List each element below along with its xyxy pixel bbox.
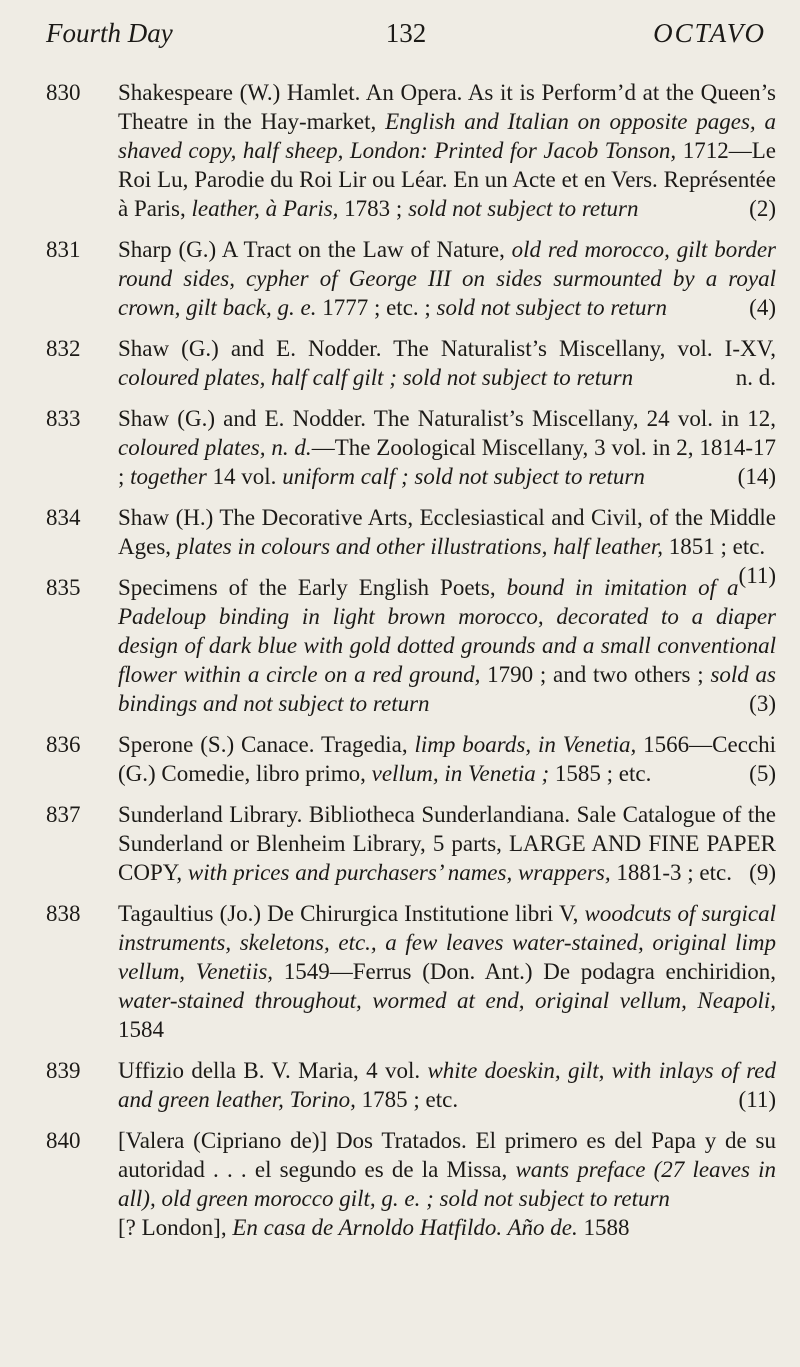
lot-count: (9) (749, 860, 776, 885)
page-number: 132 (385, 18, 427, 48)
lot-description (118, 800, 776, 887)
description-text: [Valera (Cipriano de)] Dos Tratados. El primero es del Papa y de su autoridad . . . el segundo es de la Missa, (118, 1128, 776, 1182)
description-text: 1585 ; etc. (549, 761, 652, 786)
lot-count: (11) (738, 563, 776, 588)
description-text: Shaw (H.) The Decorative Arts, Ecclesiastical and Civil, of the Middle Ages, (118, 505, 776, 559)
lot-entry (0, 78, 800, 223)
lot-count: (11) (738, 1087, 776, 1112)
description-text: bound in imitation of a Padeloup binding in light brown morocco, decorated to a diaper design of dark blue with gold dotted grounds and a small conventional flower within a circle on a red ground, (118, 575, 776, 687)
lot-entry (0, 573, 800, 718)
lot-count: (14) (737, 464, 776, 489)
description-text: 1790 ; and two others ; (480, 662, 711, 687)
lot-entry (0, 334, 800, 392)
lot-count: n. d. (735, 365, 776, 390)
lot-number: 834 (46, 505, 81, 530)
lot-count: (4) (749, 295, 776, 320)
lot-count: (5) (749, 761, 776, 786)
description-text: wants preface (27 leaves in all), old green morocco gilt, g. e. ; sold not subject to return (118, 1157, 777, 1211)
lot-description (118, 1056, 776, 1114)
header-format: OCTAVO (653, 18, 766, 48)
description-text: LARGE AND FINE PAPER COPY, (118, 831, 776, 885)
lot-description (118, 573, 776, 718)
lot-description (118, 404, 776, 491)
description-text: 14 vol. (206, 464, 283, 489)
description-text: Shakespeare (W.) Hamlet. An Opera. As it is Perform’d at the Queen’s Theatre in the Hay-market, (118, 80, 776, 134)
description-text: old red morocco, gilt border round sides, cypher of George III on sides surmounted by a royal crown, gilt back, g. e. (118, 237, 777, 320)
lot-number: 837 (46, 802, 81, 827)
description-text: coloured plates, n. d. (118, 435, 312, 460)
description-text: with prices and purchasers’ names, wrappers, (187, 860, 611, 885)
lot-number: 838 (46, 901, 81, 926)
description-text: En casa de Arnoldo Hatfildo. Año de. (232, 1215, 578, 1240)
lot-description (118, 1126, 776, 1242)
lot-number: 832 (46, 336, 81, 361)
lot-entry (0, 404, 800, 491)
description-text: sold as bindings and not subject to return (118, 662, 776, 716)
lot-entry (0, 1126, 800, 1242)
description-text: Specimens of the Early English Poets, (118, 575, 507, 600)
lot-number: 836 (46, 732, 81, 757)
lot-description (118, 78, 776, 223)
lot-entry (0, 1056, 800, 1114)
description-text: Shaw (G.) and E. Nodder. The Naturalist’s Miscellany, 24 vol. in 12, (118, 406, 776, 431)
description-text: Tagaultius (Jo.) De Chirurgica Institutione libri V, (118, 901, 585, 926)
lot-description (118, 730, 776, 788)
description-text: Shaw (G.) and E. Nodder. The Naturalist’s Miscellany, vol. I-XV, (118, 336, 776, 361)
lot-count: (2) (749, 196, 776, 221)
description-text: coloured plates, half calf gilt ; sold not subject to return (118, 365, 634, 390)
lot-entry (0, 800, 800, 887)
description-text: 1785 ; etc. (355, 1087, 459, 1112)
description-text: leather, à Paris, (191, 196, 339, 221)
lot-number: 833 (46, 406, 81, 431)
lot-number: 835 (46, 575, 81, 600)
description-text: sold not subject to return (436, 295, 667, 320)
description-text: plates in colours and other illustrations, half leather, (176, 534, 663, 559)
lot-number: 831 (46, 237, 81, 262)
description-text: Sharp (G.) A Tract on the Law of Nature, (118, 237, 512, 262)
description-text: Uffizio della B. V. Maria, 4 vol. (118, 1058, 428, 1083)
description-text: 1881-3 ; etc. (610, 860, 732, 885)
description-text: 1777 ; etc. ; (316, 295, 437, 320)
description-text: 1783 ; (338, 196, 409, 221)
lot-description (118, 334, 776, 392)
lot-description (118, 235, 776, 322)
description-text: woodcuts of surgical instruments, skeletons, etc., a few leaves water-stained, original limp vellum, Venetiis, (118, 901, 776, 984)
description-text: [? London], (118, 1215, 233, 1240)
description-text: Sperone (S.) Canace. Tragedia, (118, 732, 415, 757)
description-text: 1712—Le Roi Lu, Parodie du Roi Lir ou Léar. En un Acte et en Vers. Représentée à Paris, (118, 138, 776, 221)
lot-number: 830 (46, 80, 81, 105)
lot-count: (3) (749, 691, 776, 716)
description-text: uniform calf ; sold not subject to return (282, 464, 645, 489)
description-text: —The Zoological Miscellany, 3 vol. in 2, 1814-17 ; (118, 435, 777, 489)
description-text: 1588 (577, 1215, 630, 1240)
description-text: 1584 (118, 1017, 164, 1042)
description-text: limp boards, in Venetia, (414, 732, 637, 757)
lot-entry (0, 899, 800, 1044)
description-text: 1851 ; etc. (662, 534, 766, 559)
lot-entry (0, 730, 800, 788)
description-text: together (130, 464, 207, 489)
description-text: 1549—Ferrus (Don. Ant.) De podagra enchiridion, (273, 959, 776, 984)
description-text: 1566—Cecchi (G.) Comedie, libro primo, (118, 732, 777, 786)
description-text: water-stained throughout, wormed at end, original vellum, Neapoli, (118, 988, 776, 1013)
description-text: vellum, in Venetia ; (371, 761, 550, 786)
lot-list (0, 78, 800, 1254)
description-text: English and Italian on opposite pages, a shaved copy, half sheep, London: Printed for Jacob Tonson, (118, 109, 776, 163)
description-text: white doeskin, gilt, with inlays of red and green leather, Torino, (118, 1058, 777, 1112)
lot-number: 839 (46, 1058, 81, 1083)
description-text: Sunderland Library. Bibliotheca Sunderlandiana. Sale Catalogue of the Sunderland or Blenheim Library, 5 parts, (118, 802, 776, 856)
description-text: sold not subject to return (408, 196, 639, 221)
lot-number: 840 (46, 1128, 81, 1153)
header-day: Fourth Day (46, 18, 173, 48)
lot-description (118, 899, 776, 1044)
lot-entry (0, 235, 800, 322)
